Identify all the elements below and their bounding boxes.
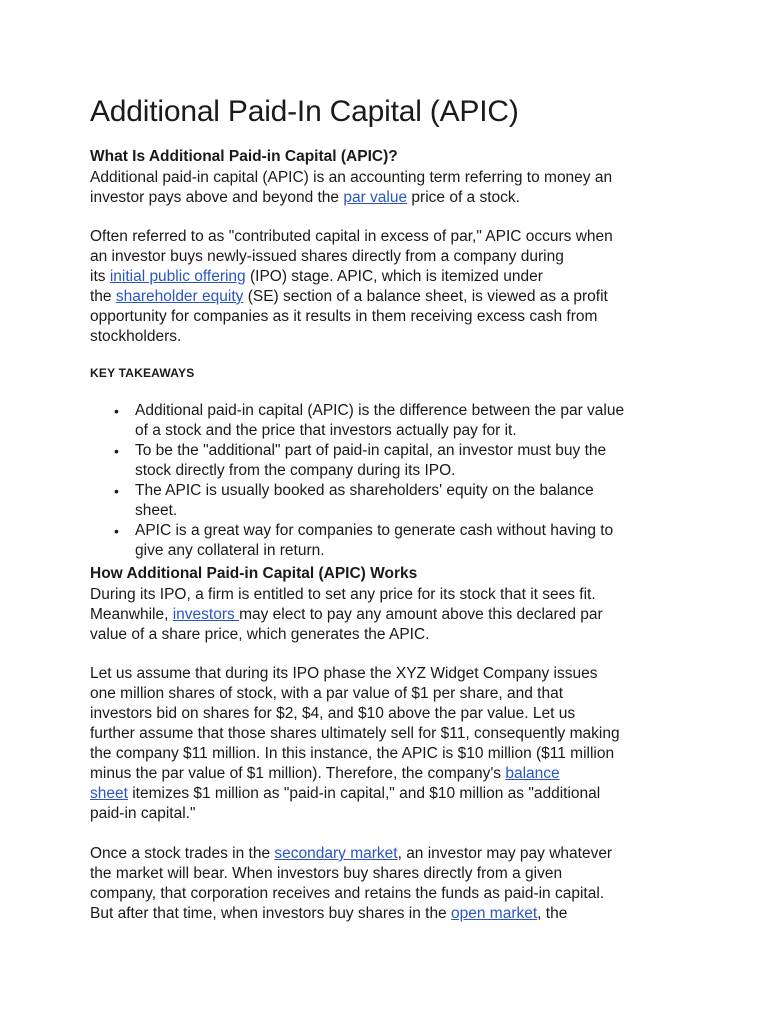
text-line: further assume that those shares ultimately sell for $11, consequently making <box>90 725 620 742</box>
text-line <box>90 267 680 287</box>
text-line: one million shares of stock, with a par value of $1 per share, and that <box>90 685 564 702</box>
text-line: The APIC is usually booked as shareholders' equity on the balance <box>135 482 594 499</box>
text-line: sheet. <box>135 502 178 519</box>
bullet-icon: • <box>114 483 119 499</box>
text-span: Once a stock trades in the <box>90 845 275 862</box>
text-span: , an investor may pay whatever <box>397 845 613 862</box>
text-line: the market will bear. When investors buy shares directly from a given <box>90 865 563 882</box>
investors-link[interactable]: investors <box>172 606 240 623</box>
example-paragraph <box>90 664 680 824</box>
text-line: APIC is a great way for companies to generate cash without having to <box>135 522 614 539</box>
list-item <box>90 441 680 481</box>
key-takeaways-label: KEY TAKEAWAYS <box>90 366 195 380</box>
text-line <box>90 605 680 625</box>
text-line: Let us assume that during its IPO phase the XYZ Widget Company issues <box>90 665 598 682</box>
text-line: Additional paid-in capital (APIC) is an accounting term referring to money an <box>90 169 613 186</box>
text-line: value of a share price, which generates the APIC. <box>90 626 430 643</box>
ipo-price-paragraph <box>90 585 680 645</box>
open-market-link[interactable]: open market <box>451 905 538 922</box>
text-line: the company $11 million. In this instance, the APIC is $10 million ($11 million <box>90 745 615 762</box>
text-line: of a stock and the price that investors actually pay for it. <box>135 422 517 439</box>
text-line: Often referred to as "contributed capital in excess of par," APIC occurs when <box>90 228 613 245</box>
text-line: To be the "additional" part of paid-in capital, an investor must buy the <box>135 442 607 459</box>
page-title: Additional Paid-In Capital (APIC) <box>90 95 519 128</box>
text-span: , the <box>537 905 568 922</box>
text-line: investors bid on shares for $2, $4, and $10 above the par value. Let us <box>90 705 576 722</box>
text-span: But after that time, when investors buy shares in the <box>90 905 451 922</box>
text-line: give any collateral in return. <box>135 542 325 559</box>
intro-paragraph <box>90 168 680 208</box>
balance-sheet-link[interactable]: balance <box>505 765 560 782</box>
text-line: company, that corporation receives and retains the funds as paid-in capital. <box>90 885 605 902</box>
text-line: During its IPO, a firm is entitled to set any price for its stock that it sees fit. <box>90 586 596 603</box>
text-span: minus the par value of $1 million). Therefore, the company's <box>90 765 506 782</box>
text-line: opportunity for companies as it results in them receiving excess cash from <box>90 308 598 325</box>
list-item <box>90 521 680 561</box>
text-line: stock directly from the company during its IPO. <box>135 462 456 479</box>
shareholder-equity-link[interactable]: shareholder equity <box>115 288 244 305</box>
text-span: Meanwhile, <box>90 606 173 623</box>
bullet-icon: • <box>114 523 119 539</box>
list-item <box>90 481 680 521</box>
text-line <box>90 287 680 307</box>
text-line <box>90 844 680 864</box>
list-item <box>90 401 680 441</box>
text-span: its <box>90 268 110 285</box>
key-takeaways-list <box>90 401 680 561</box>
text-line: stockholders. <box>90 328 182 345</box>
par-value-link[interactable]: par value <box>343 189 408 206</box>
text-line <box>90 784 680 804</box>
text-span: price of a stock. <box>407 189 520 206</box>
text-line: paid-in capital." <box>90 805 196 822</box>
text-span: may elect to pay any amount above this declared par <box>239 606 603 623</box>
bullet-icon: • <box>114 403 119 419</box>
text-line: an investor buys newly-issued shares directly from a company during <box>90 248 564 265</box>
balance-sheet-link[interactable]: sheet <box>90 785 128 802</box>
text-line <box>90 188 680 208</box>
text-span: (SE) section of a balance sheet, is viewed as a profit <box>243 288 608 305</box>
text-line <box>90 764 680 784</box>
secondary-market-paragraph <box>90 844 680 924</box>
initial-public-offering-link[interactable]: initial public offering <box>109 268 246 285</box>
section-heading-how-apic-works: How Additional Paid-in Capital (APIC) Works <box>90 565 418 582</box>
text-span: itemizes $1 million as "paid-in capital," and $10 million as "additional <box>127 785 601 802</box>
text-span: the <box>90 288 116 305</box>
section-heading-what-is-apic: What Is Additional Paid-in Capital (APIC)? <box>90 148 398 165</box>
contributed-capital-paragraph <box>90 227 680 347</box>
text-span: (IPO) stage. APIC, which is itemized under <box>245 268 543 285</box>
text-span: investor pays above and beyond the <box>90 189 344 206</box>
bullet-icon: • <box>114 443 119 459</box>
secondary-market-link[interactable]: secondary market <box>274 845 398 862</box>
text-line: Additional paid-in capital (APIC) is the difference between the par value <box>135 402 625 419</box>
text-line <box>90 904 680 924</box>
